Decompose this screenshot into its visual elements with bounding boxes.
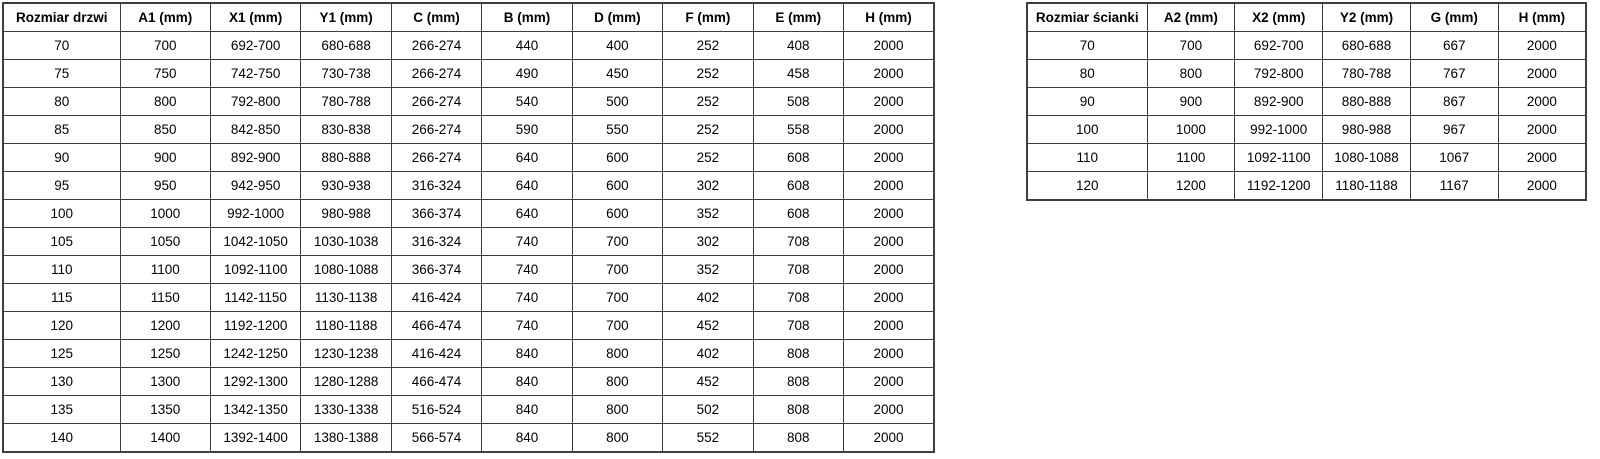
table-cell: 700 [1147, 32, 1235, 60]
column-header: G (mm) [1410, 3, 1498, 32]
table-row [3, 144, 934, 172]
table-cell: 1042-1050 [210, 228, 300, 256]
table-row [3, 88, 934, 116]
table-cell: 316-324 [391, 228, 481, 256]
table-cell: 2000 [1498, 144, 1586, 172]
table-cell: 1342-1350 [210, 396, 300, 424]
table-cell: 1180-1188 [1323, 172, 1411, 201]
table-cell: 1167 [1410, 172, 1498, 201]
table-cell: 980-988 [1323, 116, 1411, 144]
column-header: Rozmiar drzwi [3, 3, 120, 32]
table-cell: 1192-1200 [210, 312, 300, 340]
table-row [3, 424, 934, 453]
table-cell: 2000 [844, 312, 935, 340]
wall-table-header [1027, 3, 1586, 32]
table-cell: 900 [120, 144, 210, 172]
table-cell: 967 [1410, 116, 1498, 144]
table-row [3, 312, 934, 340]
table-cell: 808 [753, 368, 843, 396]
table-cell: 850 [120, 116, 210, 144]
column-header: X2 (mm) [1235, 3, 1323, 32]
table-cell: 700 [120, 32, 210, 60]
table-cell: 516-524 [391, 396, 481, 424]
table-cell: 708 [753, 256, 843, 284]
table-cell: 490 [482, 60, 572, 88]
table-cell: 800 [572, 368, 662, 396]
column-header: C (mm) [391, 3, 481, 32]
table-cell: 880-888 [301, 144, 391, 172]
table-cell: 680-688 [301, 32, 391, 60]
table-cell: 2000 [844, 88, 935, 116]
table-cell: 302 [663, 228, 753, 256]
column-header: H (mm) [844, 3, 935, 32]
table-cell: 352 [663, 200, 753, 228]
wall-size-table [1026, 2, 1587, 201]
table-row [3, 396, 934, 424]
table-cell: 120 [3, 312, 120, 340]
table-cell: 1092-1100 [210, 256, 300, 284]
table-cell: 2000 [1498, 116, 1586, 144]
table-cell: 692-700 [210, 32, 300, 60]
table-row [3, 60, 934, 88]
column-header: H (mm) [1498, 3, 1586, 32]
table-cell: 70 [3, 32, 120, 60]
table-cell: 1380-1388 [301, 424, 391, 453]
table-cell: 402 [663, 340, 753, 368]
table-cell: 800 [1147, 60, 1235, 88]
table-cell: 840 [482, 368, 572, 396]
table-cell: 100 [3, 200, 120, 228]
table-cell: 992-1000 [1235, 116, 1323, 144]
table-cell: 700 [572, 312, 662, 340]
table-cell: 252 [663, 32, 753, 60]
table-cell: 640 [482, 172, 572, 200]
table-cell: 316-324 [391, 172, 481, 200]
column-header: E (mm) [753, 3, 843, 32]
table-cell: 1300 [120, 368, 210, 396]
table-cell: 842-850 [210, 116, 300, 144]
table-cell: 600 [572, 200, 662, 228]
table-cell: 266-274 [391, 60, 481, 88]
table-row [3, 228, 934, 256]
table-cell: 2000 [844, 172, 935, 200]
table-cell: 2000 [1498, 60, 1586, 88]
table-cell: 2000 [1498, 172, 1586, 201]
table-cell: 440 [482, 32, 572, 60]
table-cell: 700 [572, 284, 662, 312]
table-cell: 110 [3, 256, 120, 284]
table-cell: 2000 [844, 340, 935, 368]
table-cell: 466-474 [391, 368, 481, 396]
table-cell: 90 [1027, 88, 1147, 116]
column-header: Y2 (mm) [1323, 3, 1411, 32]
table-cell: 608 [753, 200, 843, 228]
table-cell: 780-788 [301, 88, 391, 116]
table-cell: 600 [572, 172, 662, 200]
table-cell: 508 [753, 88, 843, 116]
table-cell: 1192-1200 [1235, 172, 1323, 201]
table-cell: 780-788 [1323, 60, 1411, 88]
column-header: A1 (mm) [120, 3, 210, 32]
table-cell: 700 [572, 228, 662, 256]
table-cell: 680-688 [1323, 32, 1411, 60]
table-cell: 2000 [1498, 88, 1586, 116]
table-cell: 115 [3, 284, 120, 312]
table-cell: 740 [482, 228, 572, 256]
table-cell: 400 [572, 32, 662, 60]
table-cell: 750 [120, 60, 210, 88]
door-table-body [3, 32, 934, 453]
table-cell: 1150 [120, 284, 210, 312]
table-cell: 840 [482, 396, 572, 424]
column-header: Rozmiar ścianki [1027, 3, 1147, 32]
table-cell: 135 [3, 396, 120, 424]
table-cell: 1000 [120, 200, 210, 228]
table-cell: 70 [1027, 32, 1147, 60]
table-cell: 105 [3, 228, 120, 256]
column-header: Y1 (mm) [301, 3, 391, 32]
table-cell: 266-274 [391, 144, 481, 172]
table-row [1027, 60, 1586, 88]
table-cell: 1350 [120, 396, 210, 424]
table-cell: 792-800 [1235, 60, 1323, 88]
table-cell: 1292-1300 [210, 368, 300, 396]
table-cell: 590 [482, 116, 572, 144]
table-cell: 892-900 [1235, 88, 1323, 116]
table-cell: 366-374 [391, 200, 481, 228]
table-cell: 840 [482, 424, 572, 453]
table-cell: 2000 [844, 144, 935, 172]
table-cell: 1392-1400 [210, 424, 300, 453]
table-cell: 1067 [1410, 144, 1498, 172]
table-cell: 416-424 [391, 340, 481, 368]
table-cell: 302 [663, 172, 753, 200]
table-cell: 110 [1027, 144, 1147, 172]
table-row [1027, 172, 1586, 201]
table-header-row [3, 3, 934, 32]
table-cell: 667 [1410, 32, 1498, 60]
table-cell: 550 [572, 116, 662, 144]
table-cell: 840 [482, 340, 572, 368]
table-cell: 930-938 [301, 172, 391, 200]
table-cell: 1180-1188 [301, 312, 391, 340]
wall-table-body [1027, 32, 1586, 201]
column-header: A2 (mm) [1147, 3, 1235, 32]
table-cell: 700 [572, 256, 662, 284]
table-cell: 2000 [844, 32, 935, 60]
table-cell: 1250 [120, 340, 210, 368]
table-cell: 120 [1027, 172, 1147, 201]
table-row [3, 340, 934, 368]
table-cell: 640 [482, 144, 572, 172]
table-row [3, 256, 934, 284]
table-cell: 352 [663, 256, 753, 284]
table-row [1027, 32, 1586, 60]
table-cell: 950 [120, 172, 210, 200]
table-cell: 1400 [120, 424, 210, 453]
table-cell: 1050 [120, 228, 210, 256]
table-row [3, 32, 934, 60]
table-cell: 366-374 [391, 256, 481, 284]
table-cell: 252 [663, 144, 753, 172]
table-cell: 640 [482, 200, 572, 228]
table-cell: 266-274 [391, 88, 481, 116]
table-cell: 800 [120, 88, 210, 116]
table-cell: 140 [3, 424, 120, 453]
table-cell: 808 [753, 396, 843, 424]
table-cell: 880-888 [1323, 88, 1411, 116]
table-cell: 2000 [844, 116, 935, 144]
table-cell: 708 [753, 228, 843, 256]
table-cell: 1092-1100 [1235, 144, 1323, 172]
table-cell: 130 [3, 368, 120, 396]
table-cell: 252 [663, 88, 753, 116]
table-row [3, 200, 934, 228]
table-cell: 552 [663, 424, 753, 453]
table-cell: 2000 [844, 284, 935, 312]
table-cell: 2000 [844, 60, 935, 88]
table-cell: 1200 [120, 312, 210, 340]
table-cell: 740 [482, 256, 572, 284]
table-cell: 2000 [1498, 32, 1586, 60]
table-cell: 980-988 [301, 200, 391, 228]
table-row [3, 368, 934, 396]
table-cell: 1100 [120, 256, 210, 284]
table-cell: 1000 [1147, 116, 1235, 144]
table-row [3, 284, 934, 312]
table-cell: 466-474 [391, 312, 481, 340]
table-row [1027, 88, 1586, 116]
table-cell: 792-800 [210, 88, 300, 116]
table-cell: 740 [482, 312, 572, 340]
table-cell: 95 [3, 172, 120, 200]
column-header: X1 (mm) [210, 3, 300, 32]
table-cell: 452 [663, 312, 753, 340]
table-cell: 830-838 [301, 116, 391, 144]
column-header: D (mm) [572, 3, 662, 32]
table-cell: 80 [3, 88, 120, 116]
table-cell: 1080-1088 [1323, 144, 1411, 172]
table-cell: 2000 [844, 424, 935, 453]
table-cell: 502 [663, 396, 753, 424]
table-cell: 1100 [1147, 144, 1235, 172]
table-cell: 75 [3, 60, 120, 88]
table-cell: 730-738 [301, 60, 391, 88]
door-size-table [2, 2, 935, 453]
table-cell: 800 [572, 424, 662, 453]
table-cell: 458 [753, 60, 843, 88]
table-cell: 808 [753, 424, 843, 453]
table-cell: 2000 [844, 256, 935, 284]
table-cell: 708 [753, 284, 843, 312]
table-cell: 2000 [844, 200, 935, 228]
table-cell: 566-574 [391, 424, 481, 453]
table-cell: 892-900 [210, 144, 300, 172]
table-cell: 1230-1238 [301, 340, 391, 368]
table-cell: 1200 [1147, 172, 1235, 201]
table-cell: 942-950 [210, 172, 300, 200]
table-cell: 266-274 [391, 116, 481, 144]
table-cell: 2000 [844, 228, 935, 256]
table-cell: 740 [482, 284, 572, 312]
table-cell: 1142-1150 [210, 284, 300, 312]
table-cell: 402 [663, 284, 753, 312]
table-cell: 80 [1027, 60, 1147, 88]
table-cell: 416-424 [391, 284, 481, 312]
table-header-row [1027, 3, 1586, 32]
table-cell: 252 [663, 60, 753, 88]
table-cell: 558 [753, 116, 843, 144]
column-header: F (mm) [663, 3, 753, 32]
table-cell: 450 [572, 60, 662, 88]
table-cell: 867 [1410, 88, 1498, 116]
table-cell: 1242-1250 [210, 340, 300, 368]
table-cell: 1130-1138 [301, 284, 391, 312]
table-cell: 608 [753, 144, 843, 172]
table-cell: 408 [753, 32, 843, 60]
table-row [1027, 144, 1586, 172]
table-cell: 708 [753, 312, 843, 340]
table-row [3, 116, 934, 144]
table-row [1027, 116, 1586, 144]
table-cell: 90 [3, 144, 120, 172]
table-cell: 452 [663, 368, 753, 396]
table-cell: 600 [572, 144, 662, 172]
table-cell: 692-700 [1235, 32, 1323, 60]
door-table-header [3, 3, 934, 32]
table-cell: 500 [572, 88, 662, 116]
table-row [3, 172, 934, 200]
table-cell: 800 [572, 340, 662, 368]
table-cell: 540 [482, 88, 572, 116]
table-cell: 900 [1147, 88, 1235, 116]
table-cell: 800 [572, 396, 662, 424]
table-cell: 125 [3, 340, 120, 368]
column-header: B (mm) [482, 3, 572, 32]
table-cell: 1080-1088 [301, 256, 391, 284]
table-cell: 1030-1038 [301, 228, 391, 256]
table-cell: 742-750 [210, 60, 300, 88]
table-cell: 2000 [844, 368, 935, 396]
table-cell: 608 [753, 172, 843, 200]
table-cell: 266-274 [391, 32, 481, 60]
table-cell: 1330-1338 [301, 396, 391, 424]
table-cell: 1280-1288 [301, 368, 391, 396]
table-cell: 992-1000 [210, 200, 300, 228]
table-cell: 85 [3, 116, 120, 144]
table-cell: 808 [753, 340, 843, 368]
table-cell: 100 [1027, 116, 1147, 144]
table-cell: 252 [663, 116, 753, 144]
table-cell: 2000 [844, 396, 935, 424]
table-cell: 767 [1410, 60, 1498, 88]
